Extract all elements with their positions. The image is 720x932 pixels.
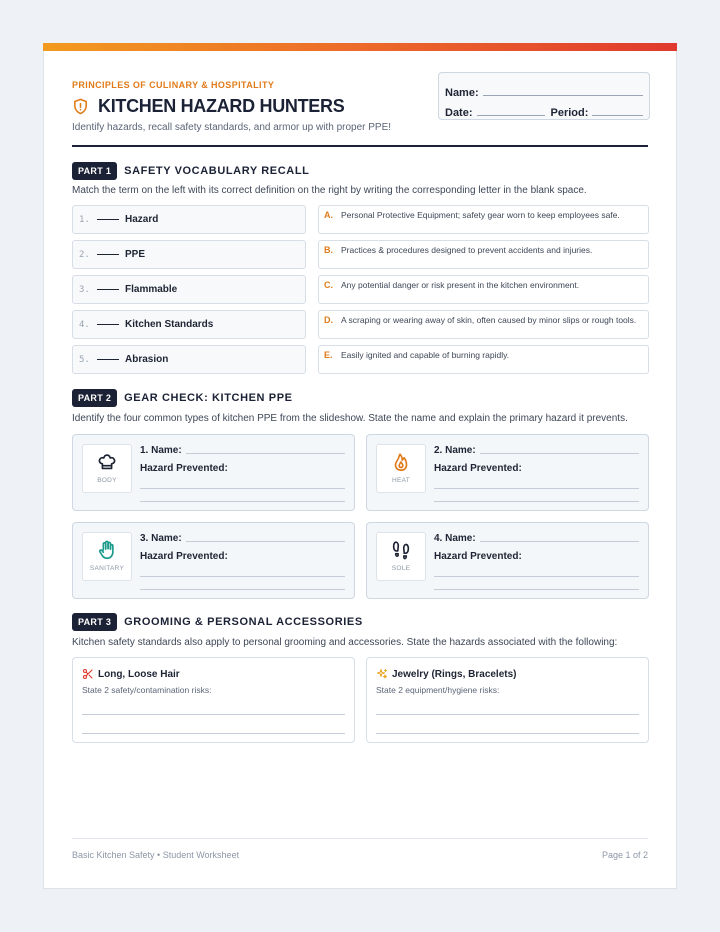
- grooming-title-text: Long, Loose Hair: [98, 668, 180, 680]
- part3-title: GROOMING & PERSONAL ACCESSORIES: [124, 616, 363, 628]
- part1-instructions: Match the term on the left with its correct definition on the right by writing the corresponding letter in the blank space.: [72, 185, 587, 196]
- grooming-card-title: [82, 668, 180, 680]
- ppe-name-row: [434, 533, 639, 544]
- ppe-hazard-label: Hazard Prevented:: [434, 463, 522, 474]
- flame-icon: [390, 451, 412, 473]
- ppe-icon-box: [376, 532, 426, 581]
- chef-hat-icon: [96, 451, 118, 473]
- definition-row: [318, 310, 649, 339]
- footer-divider: [72, 838, 648, 839]
- definition-letter: D.: [324, 315, 333, 325]
- ppe-tag: SOLE: [391, 565, 411, 572]
- part3-badge: PART 3: [72, 613, 117, 631]
- ppe-hazard-label: Hazard Prevented:: [140, 463, 228, 474]
- term-label: Flammable: [125, 284, 178, 295]
- term-row: [72, 345, 306, 374]
- page-title: KITCHEN HAZARD HUNTERS: [98, 96, 345, 116]
- ppe-name-label: 4. Name:: [434, 533, 476, 544]
- definition-row: [318, 275, 649, 304]
- ppe-card: [366, 522, 649, 599]
- answer-line[interactable]: [434, 576, 639, 577]
- period-field[interactable]: [592, 115, 643, 116]
- answer-line[interactable]: [82, 733, 345, 734]
- answer-line[interactable]: [434, 501, 639, 502]
- answer-blank[interactable]: [97, 254, 119, 255]
- ppe-name-label: 3. Name:: [140, 533, 182, 544]
- answer-blank[interactable]: [97, 289, 119, 290]
- date-field[interactable]: [477, 115, 545, 116]
- definition-row: [318, 345, 649, 374]
- part2-instructions: Identify the four common types of kitchen PPE from the slideshow. State the name and explain the primary hazard it prevents.: [72, 413, 628, 424]
- ppe-hazard-label: Hazard Prevented:: [140, 551, 228, 562]
- answer-line[interactable]: [140, 576, 345, 577]
- ppe-icon-box: [376, 444, 426, 493]
- term-number: 5.: [79, 354, 90, 365]
- term-row: [72, 205, 306, 234]
- ppe-name-field[interactable]: [480, 453, 639, 454]
- ppe-name-row: [140, 445, 345, 456]
- part3-instructions: Kitchen safety standards also apply to personal grooming and accessories. State the hazards associated with the following:: [72, 637, 618, 648]
- ppe-icon-box: [82, 532, 132, 581]
- ppe-name-field[interactable]: [186, 453, 345, 454]
- title-row: [72, 96, 344, 117]
- ppe-name-field[interactable]: [186, 541, 345, 542]
- part2-badge: PART 2: [72, 389, 117, 407]
- ppe-name-label: 2. Name:: [434, 445, 476, 456]
- grooming-card-title: [376, 668, 517, 680]
- answer-line[interactable]: [140, 488, 345, 489]
- grooming-card: [366, 657, 649, 743]
- definition-text: Any potential danger or risk present in the kitchen environment.: [341, 280, 580, 290]
- term-label: PPE: [125, 249, 146, 260]
- accent-bar: [43, 43, 677, 51]
- ppe-tag: SANITARY: [89, 565, 125, 572]
- date-period-row: [445, 99, 643, 119]
- definition-text: A scraping or wearing away of skin, often caused by minor slips or rough tools.: [341, 315, 637, 325]
- term-label: Hazard: [125, 214, 159, 225]
- answer-line[interactable]: [376, 733, 639, 734]
- sparkles-icon: [376, 668, 388, 680]
- course-kicker: PRINCIPLES OF CULINARY & HOSPITALITY: [72, 80, 275, 90]
- definition-text: Practices & procedures designed to prevent accidents and injuries.: [341, 245, 593, 255]
- ppe-icon-box: [82, 444, 132, 493]
- term-number: 4.: [79, 319, 90, 330]
- term-row: [72, 310, 306, 339]
- period-label: Period:: [550, 107, 589, 119]
- term-label: Kitchen Standards: [125, 319, 214, 330]
- scissors-icon: [82, 668, 94, 680]
- answer-blank[interactable]: [97, 324, 119, 325]
- page-number: Page 1 of 2: [601, 850, 648, 860]
- definition-text: Personal Protective Equipment; safety gear worn to keep employees safe.: [341, 210, 620, 220]
- term-number: 3.: [79, 284, 90, 295]
- ppe-tag: BODY: [97, 477, 117, 484]
- ppe-card: [72, 434, 355, 511]
- ppe-name-row: [434, 445, 639, 456]
- ppe-name-label: 1. Name:: [140, 445, 182, 456]
- part3-header: [72, 613, 363, 631]
- term-row: [72, 240, 306, 269]
- grooming-title-text: Jewelry (Rings, Bracelets): [392, 668, 517, 680]
- definition-letter: B.: [324, 245, 333, 255]
- part2-header: [72, 389, 293, 407]
- answer-line[interactable]: [434, 488, 639, 489]
- part2-title: GEAR CHECK: KITCHEN PPE: [124, 392, 293, 404]
- definition-letter: A.: [324, 210, 333, 220]
- ppe-name-field[interactable]: [480, 541, 639, 542]
- term-row: [72, 275, 306, 304]
- date-label: Date:: [445, 107, 473, 119]
- hand-icon: [96, 539, 118, 561]
- answer-blank[interactable]: [97, 219, 119, 220]
- definition-row: [318, 205, 649, 234]
- term-label: Abrasion: [125, 354, 169, 365]
- worksheet-page: [43, 43, 677, 889]
- ppe-hazard-label: Hazard Prevented:: [434, 551, 522, 562]
- header-divider: [72, 145, 648, 147]
- answer-line[interactable]: [376, 714, 639, 715]
- definition-text: Easily ignited and capable of burning rapidly.: [341, 350, 510, 360]
- grooming-prompt: State 2 safety/contamination risks:: [82, 685, 212, 695]
- definition-row: [318, 240, 649, 269]
- answer-line[interactable]: [140, 501, 345, 502]
- name-field[interactable]: [483, 95, 643, 96]
- term-number: 2.: [79, 249, 90, 260]
- name-label: Name:: [445, 87, 479, 99]
- term-number: 1.: [79, 214, 90, 225]
- answer-blank[interactable]: [97, 359, 119, 360]
- page-subtitle: Identify hazards, recall safety standards, and armor up with proper PPE!: [72, 122, 392, 133]
- ppe-card: [72, 522, 355, 599]
- ppe-tag: HEAT: [391, 477, 411, 484]
- definition-letter: C.: [324, 280, 333, 290]
- shield-alert-icon: [72, 98, 89, 115]
- grooming-card: [72, 657, 355, 743]
- ppe-name-row: [140, 533, 345, 544]
- ppe-card: [366, 434, 649, 511]
- definition-letter: E.: [324, 350, 333, 360]
- answer-line[interactable]: [434, 589, 639, 590]
- part1-title: SAFETY VOCABULARY RECALL: [124, 165, 310, 177]
- answer-line[interactable]: [82, 714, 345, 715]
- footer-course: Basic Kitchen Safety • Student Worksheet: [72, 850, 240, 860]
- footprints-icon: [390, 539, 412, 561]
- part1-badge: PART 1: [72, 162, 117, 180]
- grooming-prompt: State 2 equipment/hygiene risks:: [376, 685, 500, 695]
- answer-line[interactable]: [140, 589, 345, 590]
- name-row: [445, 79, 643, 99]
- part1-header: [72, 162, 309, 180]
- student-info-box: [438, 72, 650, 120]
